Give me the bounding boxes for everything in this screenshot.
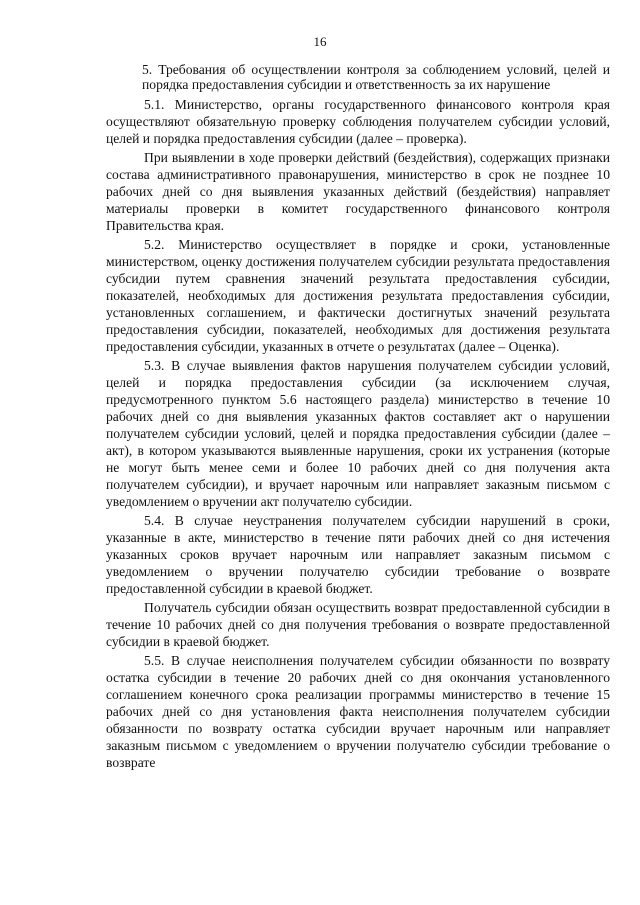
paragraph-refund-obligation: Получатель субсидии обязан осуществить возврат предоставленной субсидии в течение 10 рабочих дней со дня получения требования о возврате предоставленной субсидии в краевой бюджет. [106, 600, 610, 649]
paragraph-5-4: 5.4. В случае неустранения получателем субсидии нарушений в сроки, указанные в акте, министерство в течение пяти рабочих дней со дня истечения указанных сроков вручает нарочным или направляет заказным письмом с уведомлением о вручении получателю субсидии требование о возврате предоставленной субсидии в краевой бюджет. [106, 513, 610, 596]
page-number: 16 [313, 34, 327, 49]
document-body [106, 62, 610, 773]
paragraph-5-5: 5.5. В случае неисполнения получателем субсидии обязанности по возврату остатка субсидии в течение 20 рабочих дней со дня окончания установленного соглашением конечного срока реализации программы министерство в течение 15 рабочих дней со дня установления факта неисполнения получателем субсидии обязанности по возврату остатка субсидии вручает нарочным или направляет заказным письмом с уведомлением о вручении получателю субсидии требование о возврате [106, 653, 610, 770]
paragraph-violation-materials: При выявлении в ходе проверки действий (бездействия), содержащих признаки состава административного правонарушения, министерство в срок не позднее 10 рабочих дней со дня выявления указанных действий (бездействия) направляет материалы проверки в комитет государственного финансового контроля Правительства края. [106, 150, 610, 233]
section-heading: 5. Требования об осуществлении контроля за соблюдением условий, целей и порядка предоставления субсидии и ответственность за их нарушение [142, 62, 610, 92]
paragraph-5-3: 5.3. В случае выявления фактов нарушения получателем субсидии условий, целей и порядка предоставления субсидии (за исключением случая, предусмотренного пунктом 5.6 настоящего раздела) министерство в течение 10 рабочих дней со дня выявления указанных фактов составляет акт о нарушении получателем субсидии условий, целей и порядка предоставления субсидии (далее – акт), в котором указываются выявленные нарушения, сроки их устранения (которые не могут быть менее семи и более 10 рабочих дней со дня получения акта получателем субсидии), и вручает нарочным или направляет заказным письмом с уведомлением о вручении акт получателю субсидии. [106, 358, 610, 509]
paragraph-5-1: 5.1. Министерство, органы государственного финансового контроля края осуществляют обязательную проверку соблюдения получателем субсидии условий, целей и порядка предоставления субсидии (далее – проверка). [106, 97, 610, 146]
paragraph-5-2: 5.2. Министерство осуществляет в порядке и сроки, установленные министерством, оценку достижения получателем субсидии результата предоставления субсидии путем сравнения значений результата предоставления субсидии, показателей, необходимых для достижения результата предоставления субсидии, установленных соглашением, и фактически достигнутых значений результата предоставления субсидии, показателей, необходимых для достижения результата предоставления субсидии, указанных в отчете о результатах (далее – Оценка). [106, 237, 610, 354]
